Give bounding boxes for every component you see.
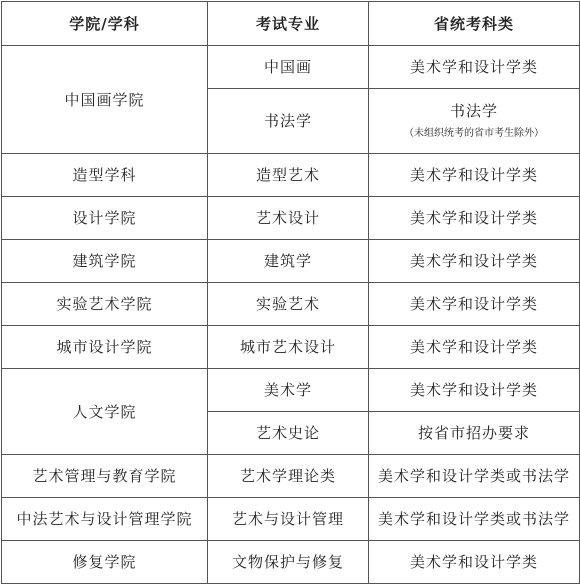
table-row (2, 369, 580, 412)
category-cell: 美术学和设计学类 (369, 369, 580, 412)
table-row (2, 326, 580, 369)
category-cell: 美术学和设计学类或书法学 (369, 455, 580, 498)
major-cell: 艺术与设计管理 (208, 498, 369, 541)
admissions-table (1, 1, 580, 584)
category-cell: 美术学和设计学类或书法学 (369, 498, 580, 541)
table-row (2, 154, 580, 197)
admissions-table-container (1, 1, 579, 584)
major-cell: 艺术学理论类 (208, 455, 369, 498)
college-cell: 艺术管理与教育学院 (2, 455, 208, 498)
major-cell: 文物保护与修复 (208, 541, 369, 584)
table-row (2, 541, 580, 584)
college-cell: 中法艺术与设计管理学院 (2, 498, 208, 541)
college-cell: 设计学院 (2, 197, 208, 240)
table-row (2, 240, 580, 283)
college-cell: 造型学科 (2, 154, 208, 197)
category-cell: 美术学和设计学类 (369, 326, 580, 369)
major-cell: 中国画 (208, 46, 369, 89)
category-cell: 美术学和设计学类 (369, 46, 580, 89)
major-cell: 建筑学 (208, 240, 369, 283)
category-cell: 美术学和设计学类 (369, 541, 580, 584)
major-cell: 实验艺术 (208, 283, 369, 326)
category-cell: 美术学和设计学类 (369, 283, 580, 326)
major-cell: 美术学 (208, 369, 369, 412)
category-cell: 美术学和设计学类 (369, 197, 580, 240)
major-cell: 书法学 (208, 89, 369, 154)
header-category: 省统考科类 (369, 2, 580, 46)
college-cell: 建筑学院 (2, 240, 208, 283)
category-cell-with-note (369, 89, 580, 154)
major-cell: 艺术设计 (208, 197, 369, 240)
category-text: 书法学 (449, 102, 498, 120)
major-cell: 城市艺术设计 (208, 326, 369, 369)
major-cell: 艺术史论 (208, 412, 369, 455)
college-cell: 人文学院 (2, 369, 208, 455)
table-row (2, 197, 580, 240)
category-cell: 美术学和设计学类 (369, 154, 580, 197)
table-row (2, 283, 580, 326)
table-row (2, 46, 580, 89)
table-row (2, 455, 580, 498)
college-cell: 实验艺术学院 (2, 283, 208, 326)
college-cell: 中国画学院 (2, 46, 208, 154)
category-cell: 美术学和设计学类 (369, 240, 580, 283)
college-cell: 修复学院 (2, 541, 208, 584)
major-cell: 造型艺术 (208, 154, 369, 197)
table-row (2, 498, 580, 541)
college-cell: 城市设计学院 (2, 326, 208, 369)
category-note: （未组织统考的省市考生除外） (404, 128, 544, 139)
header-college: 学院/学科 (2, 2, 208, 46)
header-major: 考试专业 (208, 2, 369, 46)
table-header-row (2, 2, 580, 46)
category-cell: 按省市招办要求 (369, 412, 580, 455)
